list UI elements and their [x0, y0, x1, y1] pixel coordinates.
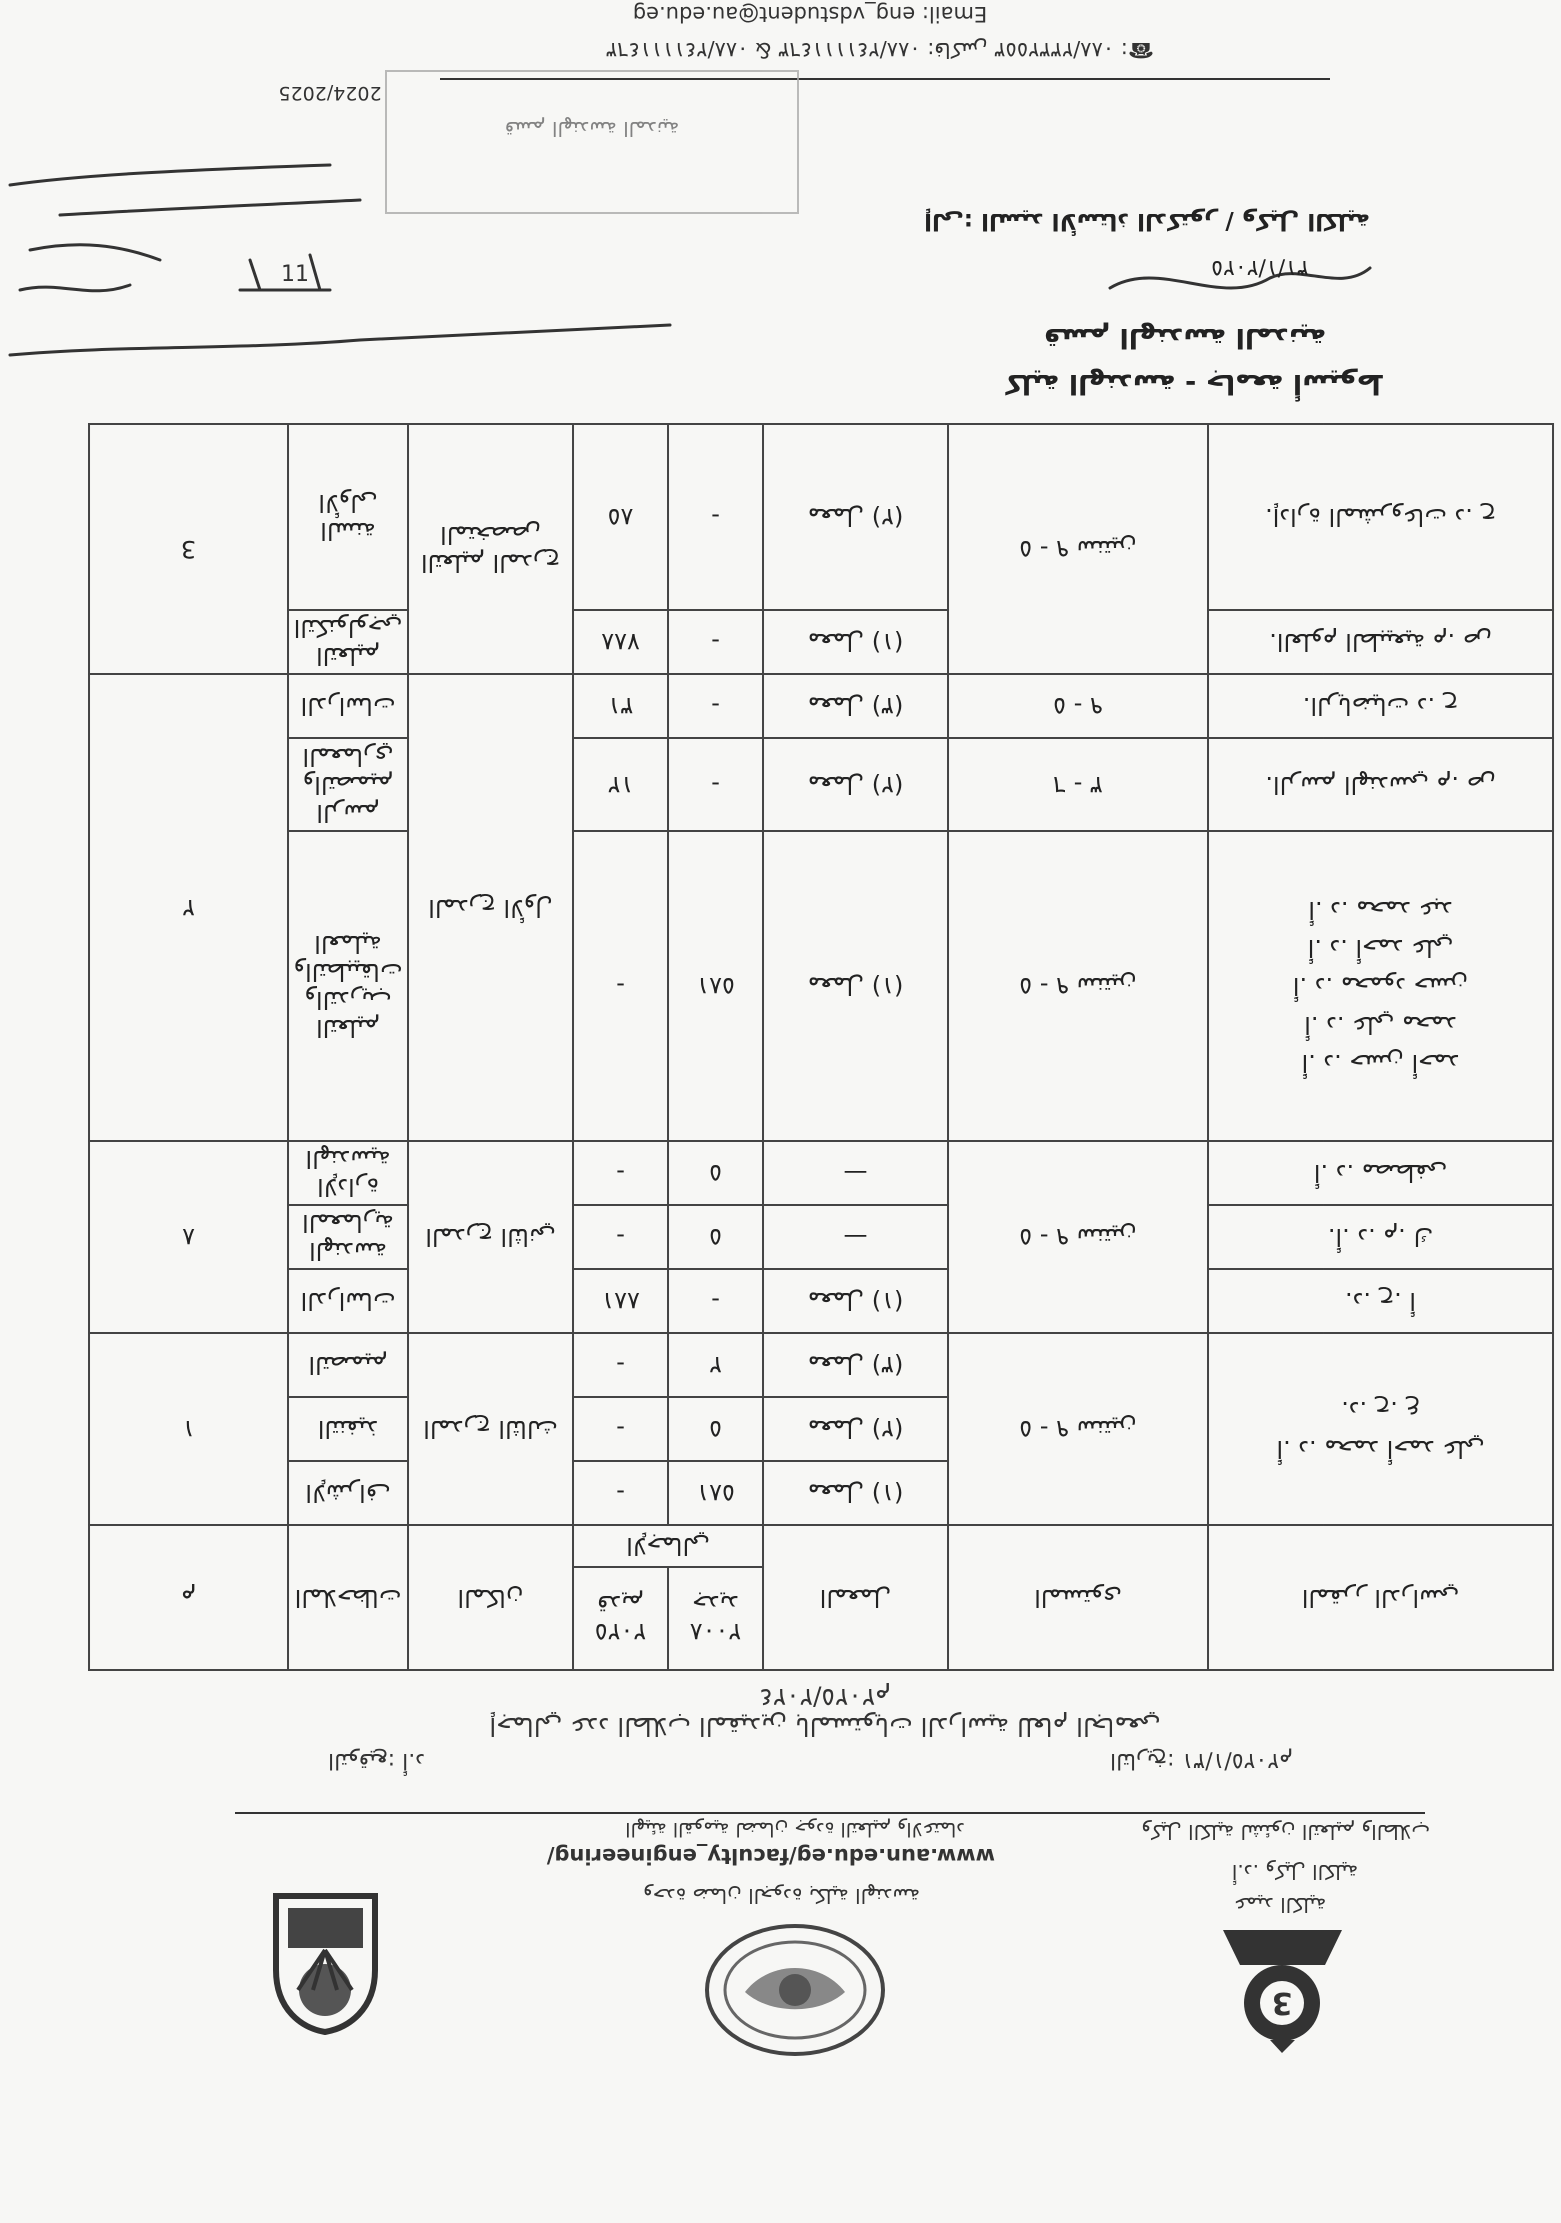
department-line: إلى: السيد الأستاذ الدكتور / وكيل الكلية — [924, 208, 1370, 234]
header-count-new: ٢٠٠٨ جديد — [668, 1567, 763, 1670]
lab-cell: (١) معمل — [763, 610, 948, 674]
schedule-table — [88, 423, 1554, 1671]
level-cell: ٥ - ٩ سنتين — [948, 1333, 1208, 1525]
new-cell: ٥ — [668, 1205, 763, 1269]
lab-cell: — — [763, 1205, 948, 1269]
header-level: المستوى — [948, 1525, 1208, 1670]
university-emblem-icon — [268, 1890, 383, 2035]
old-cell: ١٢ — [573, 738, 668, 831]
new-cell: - — [668, 424, 763, 610]
right-block-title: عميد الكلية — [1233, 1893, 1327, 1917]
course-list-cell: أ. د. حسن أحمد أ. د. علي محمد أ. د. محمود حسن أ. د. أحمد علي أ. د. محمد عبد — [1208, 831, 1553, 1141]
table-row — [89, 1141, 1553, 1205]
section-cell: ٨ — [89, 1141, 288, 1333]
place-cell: المدرج الأول — [408, 674, 573, 1141]
center-block-title: وحدة ضمان الجودة بكلية الهندسة — [643, 1884, 920, 1908]
header-lab: المعمل — [763, 1525, 948, 1670]
new-cell: - — [668, 674, 763, 738]
lab-cell: — — [763, 1141, 948, 1205]
course-cell: أ. د. مصطفى — [1208, 1141, 1553, 1205]
notes-sub-cell: التصميم — [288, 1333, 408, 1397]
old-cell: - — [573, 1205, 668, 1269]
handwritten-notes — [0, 140, 680, 410]
notes-cell: الهندسة المعمارية — [288, 1205, 408, 1269]
section-cell: 3 — [89, 424, 288, 674]
table-row — [89, 424, 1553, 610]
stamp-text: قسم الهندسة المدنية — [504, 117, 680, 141]
new-cell: ٥ — [668, 1397, 763, 1461]
level-cell: ٥ - ٩ سنتين — [948, 424, 1208, 674]
lab-cell: (١) معمل — [763, 1269, 948, 1333]
summary-line: إجمالي عدد الطلاب المقيدين بالمستويات الدراسية للعام الجامعي ٢٠٢٥/٢٠٢٤م — [489, 1683, 1161, 1741]
old-cell: - — [573, 1141, 668, 1205]
course-cell: إدارة المشروعات د. ح. — [1208, 424, 1553, 610]
new-cell: ٥٨١ — [668, 831, 763, 1141]
lab-cell: (٢) معمل — [763, 1397, 948, 1461]
notes-cell: التعليم التكنولوجي — [288, 610, 408, 674]
new-cell: - — [668, 1269, 763, 1333]
level-cell: ٥ - ٩ — [948, 674, 1208, 738]
svg-text:3: 3 — [1271, 1985, 1293, 2020]
notes-sub-cell: الإشراف — [288, 1461, 408, 1525]
center-sub: الهيئة القومية لضمان جودة التعليم والاعتماد — [625, 1818, 965, 1840]
center-url: www.aun.edu.eg/faculty_engineering/ — [546, 1844, 995, 1868]
table-header-row — [89, 1567, 1553, 1670]
course-cell: الرسم الهندسي م. ص. — [1208, 738, 1553, 831]
old-cell: ٧٨٨ — [573, 610, 668, 674]
new-cell: ٥ — [668, 1141, 763, 1205]
lab-cell: (٣) معمل — [763, 674, 948, 738]
course-cell: أ. د. م. ك. — [1208, 1205, 1553, 1269]
lab-cell: (١) معمل — [763, 1461, 948, 1525]
level-cell: ٥ - ٩ سنتين — [948, 831, 1208, 1141]
year-stamp: 2024/2025 — [278, 82, 382, 104]
old-cell: - — [573, 1397, 668, 1461]
course-cell: الرياضيات د. ح. — [1208, 674, 1553, 738]
signature-label: التوقيع: أ.د — [328, 1748, 425, 1773]
lab-cell: (٢) معمل — [763, 424, 948, 610]
level-cell: ٥ - ٩ سنتين — [948, 1141, 1208, 1333]
old-cell: - — [573, 1333, 668, 1397]
faculty-line: كلية الهندسة - جامعة أسيوط — [1005, 368, 1385, 399]
notes-sub-cell: التنفيذ — [288, 1397, 408, 1461]
header-place: المكان — [408, 1525, 573, 1670]
header-total: الإجمالي — [573, 1525, 763, 1566]
notes-cell: الدراسات — [288, 674, 408, 738]
table-row — [89, 1205, 1553, 1269]
quality-seal-icon — [700, 1920, 890, 2060]
table-row — [89, 738, 1553, 831]
lab-cell: (٣) معمل — [763, 1333, 948, 1397]
course-cell: د. ح. أ. — [1208, 1269, 1553, 1333]
new-cell: - — [668, 738, 763, 831]
notes-cell: السنة الأولى — [288, 424, 408, 610]
contact-line: ☎: ٠٨٨/٢٤١١١١٤٦٣ & ٠٨٨/٢٤١١١١٤٦٣ :فاكس ٠٨٨/٢٣٣٢٥٥٣ — [605, 38, 1155, 62]
new-cell: - — [668, 610, 763, 674]
email-line: Email: eng_vdstudent@au.edu.eg — [632, 2, 988, 26]
place-cell: التعليم المدرج المتخصص — [408, 424, 573, 674]
date-label: التاريخ: ٢٠٢٥/١/٣١م — [1110, 1748, 1293, 1773]
notes-cell: الرسم والتصميم المعماري — [288, 738, 408, 831]
new-cell: ٥٨١ — [668, 1461, 763, 1525]
header-section: م — [89, 1525, 288, 1670]
lab-cell: (١) معمل — [763, 831, 948, 1141]
table-row — [89, 674, 1553, 738]
dean-block-sub: أ.د. وكيل الكلية — [1231, 1860, 1359, 1884]
lab-cell: (٢) معمل — [763, 738, 948, 831]
header-notes: الملاحظات — [288, 1525, 408, 1670]
department-sub: قسم الهندسة المدنية — [1043, 322, 1327, 353]
table-row — [89, 831, 1553, 1141]
new-cell: ٢ — [668, 1333, 763, 1397]
old-cell: ٨٥ — [573, 424, 668, 610]
level-cell: ٦ - ٣ — [948, 738, 1208, 831]
old-cell: - — [573, 1461, 668, 1525]
table-row — [89, 610, 1553, 674]
old-cell: ٣١ — [573, 674, 668, 738]
page-number: 11 — [281, 262, 309, 287]
header-course: المقرر الدراسي — [1208, 1525, 1553, 1670]
header-count-old: ٢٠٢٥ قديم — [573, 1567, 668, 1670]
old-cell: ٨٨١ — [573, 1269, 668, 1333]
old-cell: - — [573, 831, 668, 1141]
date-note: ٣١/١/٢٠٢٥ — [1211, 255, 1309, 280]
section-cell: ٢ — [89, 674, 288, 1141]
notes-cell: الإدارة الهندسية — [288, 1141, 408, 1205]
table-row — [89, 1461, 1553, 1525]
footer-rule — [235, 1812, 1425, 1814]
faculty-logo-icon — [1215, 1925, 1350, 2055]
notes-cell: الدراسات — [288, 1269, 408, 1333]
course-cell: أ. د. محمد أحمد علي د. ح. ع. — [1208, 1333, 1553, 1525]
notes-cell: التعليم والتدريب والتطبيقات العملية — [288, 831, 408, 1141]
place-cell: المدرج الثاني — [408, 1141, 573, 1333]
course-cell: العلوم الطبيعية م. ص. — [1208, 610, 1553, 674]
table-row — [89, 1269, 1553, 1333]
place-cell: المدرج الثالث — [408, 1333, 573, 1525]
section-cell: ١ — [89, 1333, 288, 1525]
dean-block-title: وكيل الكلية لشئون التعليم والطلاب — [1141, 1820, 1430, 1844]
